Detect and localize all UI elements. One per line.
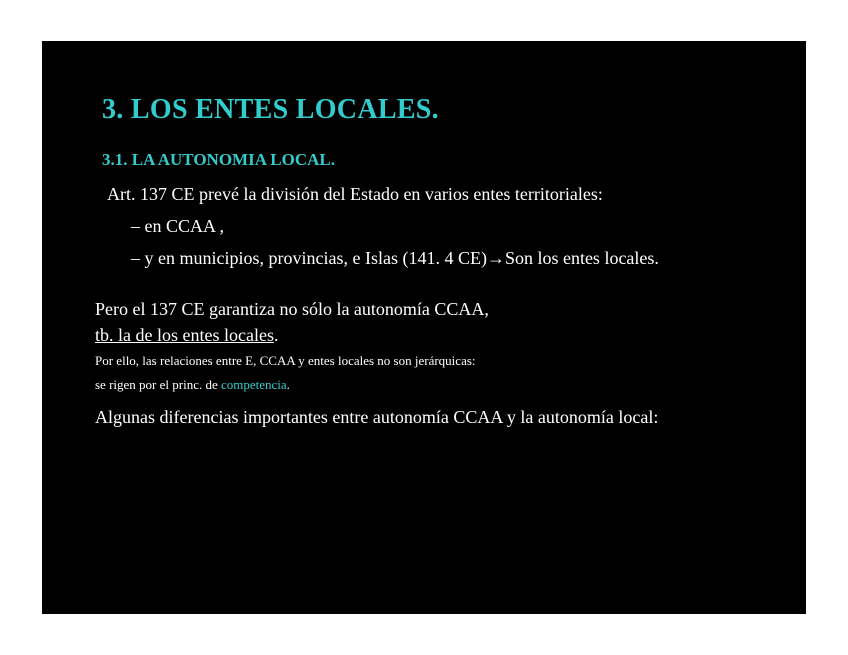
list-item: – y en municipios, provincias, e Islas (141. 4 CE)→Son los entes locales. <box>131 248 659 268</box>
text-segment: se rigen por el princ. de <box>95 377 221 392</box>
paragraph-line: Pero el 137 CE garantiza no sólo la autonomía CCAA, <box>95 299 489 319</box>
list-item: – en CCAA , <box>131 216 225 236</box>
highlighted-term: competencia <box>220 377 287 392</box>
small-paragraph-line: Por ello, las relaciones entre E, CCAA y entes locales no son jerárquicas: <box>95 353 476 368</box>
underlined-text: tb. la de los entes locales <box>95 325 274 345</box>
punctuation: . <box>273 325 279 345</box>
slide <box>42 41 806 614</box>
section-subtitle: 3.1. LA AUTONOMIA LOCAL. <box>102 150 336 169</box>
intro-line: Art. 137 CE prevé la división del Estado en varios entes territoriales: <box>107 184 603 204</box>
paragraph-line <box>95 325 278 346</box>
punctuation: . <box>286 377 290 392</box>
slide-title: 3. LOS ENTES LOCALES. <box>102 94 439 125</box>
closing-line: Algunas diferencias importantes entre autonomía CCAA y la autonomía local: <box>95 407 659 427</box>
small-paragraph-line <box>95 377 290 393</box>
